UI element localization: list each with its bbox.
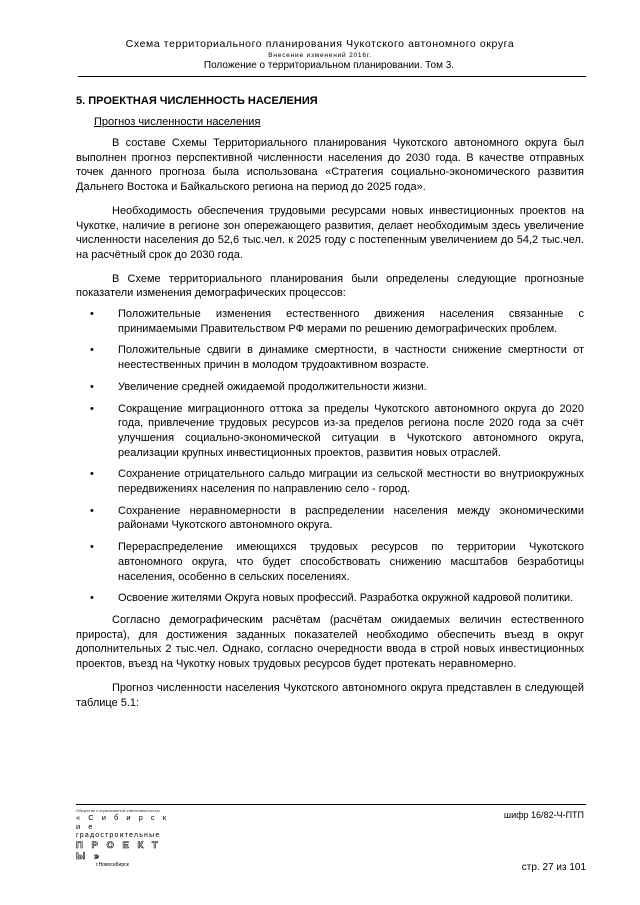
company-logo [76, 808, 176, 869]
list-item-text: Перераспределение имеющихся трудовых ресурсов по территории Чукотского автономного округа, что будет способствовать снижению масштабов безработицы населения, особенно в сельских поселениях. [118, 541, 584, 583]
bullet-icon: • [90, 344, 94, 357]
bullet-icon: • [90, 380, 94, 393]
bullet-icon: • [90, 468, 94, 481]
logo-city: г.Новосибирск [96, 862, 129, 868]
header-volume: Положение о территориальном планировании. Том 3. [203, 60, 455, 71]
list-item [76, 343, 584, 372]
list-item [76, 591, 584, 606]
list-item [76, 402, 584, 461]
list-item-text: Сохранение отрицательного сальдо миграции из сельской местности во внутриокружных передвижениях населения по направлению село - город. [118, 468, 584, 496]
logo-company-type: Общество с ограниченной ответственностью [76, 808, 160, 813]
list-item [76, 380, 584, 395]
list-item [76, 307, 584, 336]
paragraph: Согласно демографическим расчётам (расчётам ожидаемых величин естественного прироста), для достижения заданных показателей необходимо обеспечить въезд в округ дополнительных 2 тыс.чел. Однако, согласно очередности ввода в строй новых инвестиционных проектов, въезд на Чукотку новых трудовых ресурсов будет протекать неравномерно. [76, 613, 584, 671]
list-item-text: Сокращение миграционного оттока за пределы Чукотского автономного округа до 2020 года, привлечение трудовых ресурсов из-за пределов региона после 2020 года за счёт улучшения социально-экономической ситуации в Чукотского автономного округа, реализации крупных инвестиционных проектов, развития новых отраслей. [118, 402, 584, 459]
list-item-text: Сохранение неравномерности в распределении населения между экономическими районами Чукотского автономного округа. [118, 504, 584, 532]
bullet-icon: • [90, 541, 94, 554]
forecast-list [76, 307, 584, 606]
page-number: стр. 27 из 101 [521, 862, 586, 873]
list-item [76, 467, 584, 496]
paragraph: Прогноз численности населения Чукотского автономного округа представлен в следующей таблице 5.1: [76, 681, 584, 709]
bullet-icon: • [90, 308, 94, 321]
document-cipher: шифр 16/82-Ч-ПТП [503, 810, 584, 820]
bullet-icon: • [90, 402, 94, 415]
bullet-icon: • [90, 504, 94, 517]
header-title: Схема территориального планирования Чукотского автономного округа [125, 38, 515, 50]
section-title: 5. ПРОЕКТНАЯ ЧИСЛЕННОСТЬ НАСЕЛЕНИЯ [76, 95, 318, 107]
list-item-text: Освоение жителями Округа новых профессий. Разработка окружной кадровой политики. [118, 592, 574, 605]
page-content [76, 95, 584, 719]
paragraph: В Схеме территориального планирования были определены следующие прогнозные показатели изменения демографических процессов: [76, 272, 584, 300]
list-item-text: Положительные сдвиги в динамике смертности, в частности снижение смертности от неестественных причин в молодом трудоактивном возрасте. [118, 344, 584, 372]
paragraph: Необходимость обеспечения трудовыми ресурсами новых инвестиционных проектов на Чукотке, наличие в регионе зон опережающего развития, делает необходимым здесь увеличение численности населения до 52,6 тыс.чел. к 2025 году с постепенным увеличением до 54,2 тыс.чел. на расчётный срок до 2030 года. [76, 204, 584, 261]
list-item [76, 504, 584, 533]
section-subtitle: Прогноз численности населения [94, 116, 261, 128]
paragraph: В составе Схемы Территориального планирования Чукотского автономного округа был выполнен прогноз перспективной численности населения до 2030 года. В качестве отправных точек данного прогноза была использована «Стратегия социально-экономического развития Дальнего Востока и Байкальского региона на период до 2025 года». [76, 137, 584, 194]
header-divider [78, 76, 586, 77]
logo-line-2: градостроительные [76, 832, 161, 839]
footer-divider [76, 804, 586, 805]
document-header [0, 38, 640, 72]
list-item-text: Увеличение средней ожидаемой продолжительности жизни. [118, 380, 427, 393]
logo-line-1: « С и б и р с к и е [76, 813, 170, 831]
bullet-icon: • [90, 592, 94, 605]
list-item [76, 540, 584, 584]
list-item-text: Положительные изменения естественного движения населения связанные с принимаемыми Правительством РФ мерами по решению демографических проблем. [118, 308, 584, 335]
logo-line-3: П Р О Е К Т Ы » [76, 840, 161, 862]
header-revision: Внесение изменений 2016г. [268, 52, 372, 59]
